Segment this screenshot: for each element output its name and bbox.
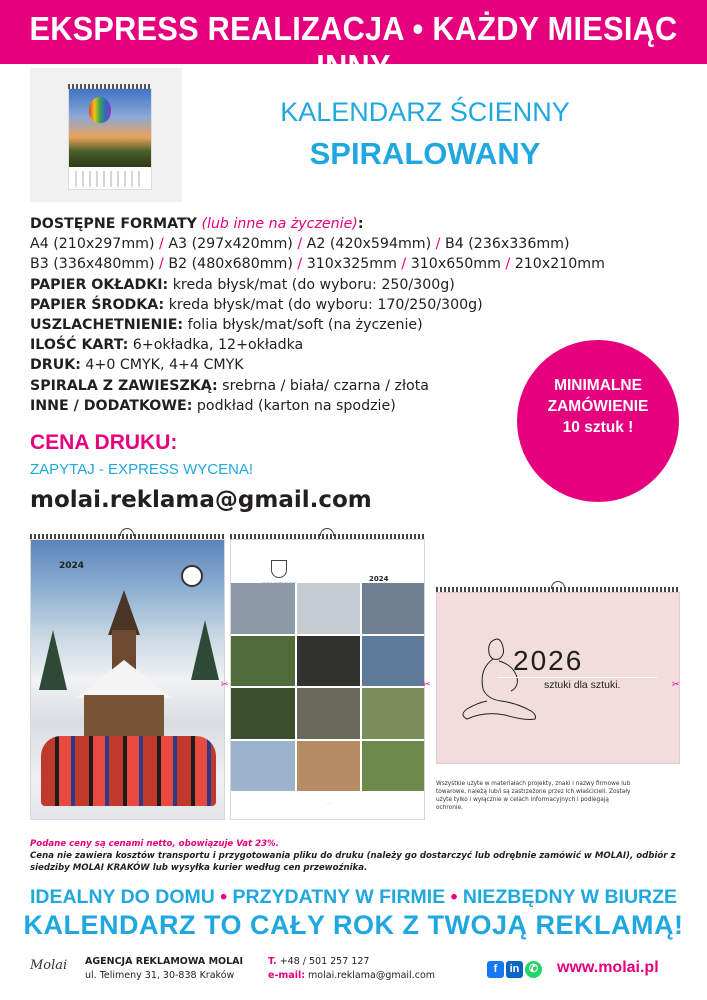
- social-links: [487, 961, 542, 978]
- church-roof: [76, 660, 172, 698]
- scissors-icon: ✂: [221, 680, 229, 690]
- cards-value: 6+okładka, 12+okładka: [132, 337, 304, 354]
- print-label: DRUK:: [30, 357, 81, 374]
- company-address: ul. Telimeny 31, 30-838 Kraków: [85, 970, 235, 981]
- slogan-part: PRZYDATNY W FIRMIE: [232, 886, 446, 908]
- badge-line-2: ZAMÓWIENIE: [547, 398, 649, 415]
- church-spire: [108, 590, 140, 635]
- format-separator: /: [500, 256, 515, 273]
- mosaic-photo: [362, 636, 425, 687]
- church-body: [84, 695, 164, 740]
- slogan-line-2: KALENDARZ TO CAŁY ROK Z TWOJĄ REKLAMĄ!: [23, 910, 684, 940]
- cards-label: ILOŚĆ KART:: [30, 337, 129, 354]
- extra-value: podkład (karton na spodzie): [196, 397, 396, 414]
- format-item: 310x325mm: [306, 256, 397, 273]
- phone-number[interactable]: +48 / 501 257 127: [279, 956, 370, 967]
- format-separator: /: [396, 256, 411, 273]
- format-item: A3 (297x420mm): [168, 236, 293, 253]
- phone-label: T.: [268, 956, 277, 967]
- format-item: 310x650mm: [410, 256, 501, 273]
- thumbnail-spiral: [68, 84, 152, 89]
- finish-label: USZLACHETNIENIE:: [30, 317, 184, 334]
- cover-paper-value: kreda błysk/mat (do wyboru: 250/300g): [172, 276, 455, 293]
- mosaic-photo: [231, 583, 295, 634]
- mosaic-photo: [297, 741, 361, 792]
- folk-costume-group: [41, 736, 216, 806]
- photo-mosaic: [231, 583, 425, 791]
- formats-label: DOSTĘPNE FORMATY: [30, 216, 197, 232]
- finish-row: [30, 315, 670, 335]
- cover-paper-label: PAPIER OKŁADKI:: [30, 276, 169, 293]
- product-title: KALENDARZ ŚCIENNY: [280, 97, 570, 127]
- calendar-year: 2024: [369, 575, 389, 583]
- slogan-part: IDEALNY DO DOMU: [29, 886, 215, 908]
- email-row: [268, 969, 435, 983]
- calendar-footer-line: · · ·: [325, 802, 332, 806]
- formats-colon: :: [357, 216, 364, 232]
- calendar-preview-art: [436, 592, 680, 764]
- cover-paper-row: [30, 275, 670, 295]
- slogan-part: NIEZBĘDNY W BIURZE: [462, 886, 678, 908]
- format-separator: /: [431, 236, 445, 253]
- contact-info: [268, 955, 435, 983]
- scissors-icon: ✂: [423, 680, 431, 690]
- whatsapp-icon[interactable]: ✆: [525, 961, 542, 978]
- formats-row-2: [30, 254, 670, 274]
- finish-value: folia błysk/mat/soft (na życzenie): [187, 317, 423, 334]
- balloon-image: [89, 97, 111, 123]
- divider-line: [497, 677, 657, 678]
- inner-paper-row: [30, 295, 670, 315]
- slogan-bullet: •: [214, 886, 233, 908]
- format-separator: /: [292, 256, 307, 273]
- mosaic-photo: [297, 636, 361, 687]
- hanger-hook: [320, 528, 334, 536]
- slogan-bullet: •: [445, 886, 463, 908]
- calendar-preview-church: [30, 539, 225, 820]
- calendar-tagline: sztuki dla sztuki.: [544, 679, 621, 691]
- format-separator: /: [292, 236, 307, 253]
- thumbnail-photo: [69, 89, 151, 167]
- mosaic-photo: [297, 688, 361, 739]
- mosaic-photo: [362, 688, 425, 739]
- format-separator: /: [154, 256, 169, 273]
- product-subtitle: SPIRALOWANY: [309, 136, 541, 171]
- product-thumbnail: [68, 88, 152, 190]
- phone-row: [268, 955, 435, 969]
- mosaic-photo: [231, 636, 295, 687]
- price-title: CENA DRUKU:: [30, 431, 178, 454]
- coat-of-arms-icon: [271, 560, 287, 578]
- formats-heading: [30, 214, 670, 234]
- minimum-order-badge: [517, 340, 679, 502]
- format-separator: /: [154, 236, 169, 253]
- slogan-line-1: [0, 886, 707, 909]
- molai-logo: Molai: [30, 958, 68, 973]
- badge-line-3: 10 sztuk !: [562, 419, 634, 436]
- badge-line-1: MINIMALNE: [554, 377, 642, 394]
- spiral-value: srebrna / biała/ czarna / złota: [222, 377, 429, 394]
- hanger-hook: [120, 528, 134, 536]
- tree-shape: [39, 630, 67, 690]
- company-info: [85, 955, 243, 983]
- calendar-year: 2026: [513, 645, 584, 676]
- delivery-note: Cena nie zawiera kosztów transportu i przygotowania pliku do druku (należy go dostarczyć lub odrębnie zamówić w MOLAI), odbiór z siedziby MOLAI KRAKÓW lub wysyłka kurier według cen przewoźnika.: [30, 851, 676, 873]
- calendar-year: 2024: [59, 561, 85, 571]
- inner-paper-label: PAPIER ŚRODKA:: [30, 296, 165, 313]
- mosaic-photo: [362, 583, 425, 634]
- website-link[interactable]: www.molai.pl: [557, 959, 659, 976]
- banner-text: EKSPRESS REALIZACJA • KAŻDY MIESIĄC INNY: [29, 10, 678, 85]
- mosaic-photo: [231, 741, 295, 792]
- contact-email[interactable]: molai.reklama@gmail.com: [30, 487, 372, 513]
- price-subtitle: ZAPYTAJ - EXPRESS WYCENA!: [30, 461, 254, 478]
- mosaic-photo: [297, 583, 361, 634]
- thumbnail-calendar-grid: [75, 171, 145, 187]
- format-item: A2 (420x594mm): [306, 236, 432, 253]
- company-name: AGENCJA REKLAMOWA MOLAI: [85, 956, 244, 967]
- vat-note: Podane ceny są cenami netto, obowiązuje Vat 23%.: [30, 839, 279, 849]
- print-value: 4+0 CMYK, 4+4 CMYK: [85, 357, 244, 374]
- format-item: B4 (236x336mm): [444, 236, 570, 253]
- formats-row-1: [30, 234, 670, 254]
- emblem-icon: [181, 565, 203, 587]
- spiral-label: SPIRALA Z ZAWIESZKĄ:: [30, 377, 218, 394]
- linkedin-icon[interactable]: in: [506, 961, 523, 978]
- scissors-icon: ✂: [672, 680, 680, 690]
- inner-paper-value: kreda błysk/mat (do wyboru: 170/250/300g): [168, 296, 483, 313]
- format-item: B3 (336x480mm): [30, 256, 155, 273]
- price-notes: [30, 838, 690, 874]
- footer-email[interactable]: molai.reklama@gmail.com: [308, 970, 436, 981]
- top-banner: [0, 0, 707, 85]
- church-shape: [76, 590, 171, 740]
- format-item: 210x210mm: [514, 256, 605, 273]
- email-label: e-mail:: [268, 970, 306, 981]
- mosaic-photo: [231, 688, 295, 739]
- hanger-hook: [551, 581, 565, 589]
- trademark-disclaimer: Wszystkie użyte w materiałach projekty, znaki i nazwy firmowe lub towarowe, należą lub/i są zastrzeżone przez ich właścicieli. Zostały użyte tylko i wyłącznie w celach informacyjnych i podlegają ochronie.: [436, 781, 631, 811]
- tree-shape: [191, 620, 219, 680]
- format-item: B2 (480x680mm): [168, 256, 293, 273]
- extra-label: INNE / DODATKOWE:: [30, 397, 193, 414]
- facebook-icon[interactable]: f: [487, 961, 504, 978]
- format-item: A4 (210x297mm): [30, 236, 155, 253]
- calendar-preview-mosaic: [230, 539, 425, 820]
- mosaic-photo: [362, 741, 425, 792]
- formats-note: (lub inne na życzenie): [201, 216, 358, 232]
